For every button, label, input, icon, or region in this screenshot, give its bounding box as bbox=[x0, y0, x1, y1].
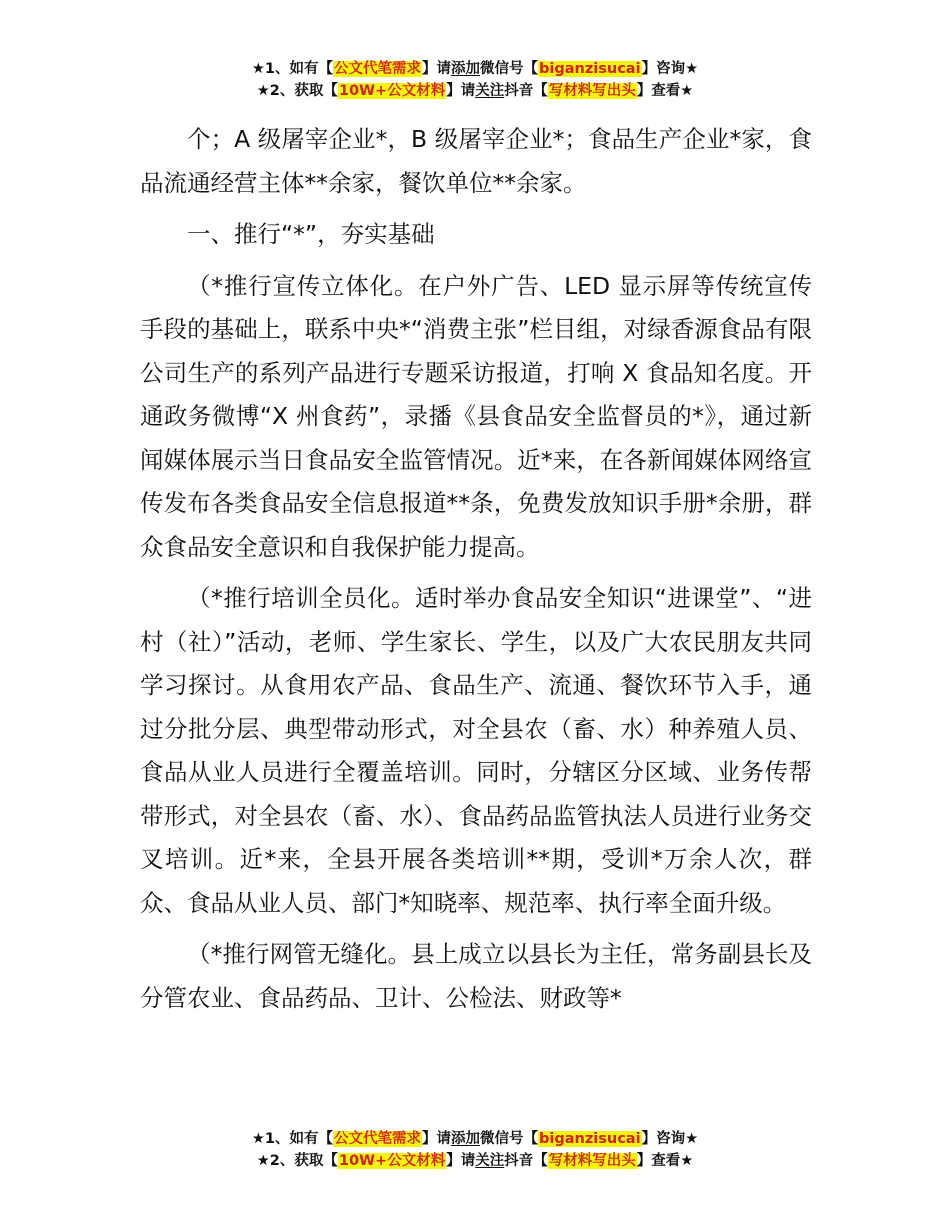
banner-line-2: ★2、获取【10W+公文材料】请关注抖音【写材料写出头】查看★ bbox=[256, 83, 694, 99]
highlight-douyin: 写材料写出头 bbox=[548, 83, 636, 99]
footer-banner bbox=[0, 1128, 950, 1172]
banner-line-2: ★2、获取【10W+公文材料】请关注抖音【写材料写出头】查看★ bbox=[256, 1153, 694, 1169]
emphasis-add: 添加 bbox=[451, 61, 481, 77]
highlight-materials: 10W+公文材料 bbox=[338, 83, 446, 99]
highlight-wechat-id: biganzisucai bbox=[539, 1131, 641, 1147]
header-banner bbox=[0, 58, 950, 102]
highlight-service: 公文代笔需求 bbox=[334, 61, 422, 77]
paragraph-network: （*推行网管无缝化。县上成立以县长为主任，常务副县长及分管农业、食品药品、卫计、公检法、财政等* bbox=[140, 940, 812, 1012]
emphasis-add: 添加 bbox=[451, 1131, 481, 1147]
banner-line-1: ★1、如有【公文代笔需求】请添加微信号【biganzisucai】咨询★ bbox=[251, 1131, 699, 1147]
highlight-wechat-id: biganzisucai bbox=[539, 61, 641, 77]
highlight-materials: 10W+公文材料 bbox=[338, 1153, 446, 1169]
highlight-douyin: 写材料写出头 bbox=[548, 1153, 636, 1169]
banner-line-1: ★1、如有【公文代笔需求】请添加微信号【biganzisucai】咨询★ bbox=[251, 61, 699, 77]
highlight-service: 公文代笔需求 bbox=[334, 1131, 422, 1147]
paragraph-publicity: （*推行宣传立体化。在户外广告、LED 显示屏等传统宣传手段的基础上，联系中央*“消费主张”栏目组，对绿香源食品有限公司生产的系列产品进行专题采访报道，打响 X 食品知名度。开通政务微博“X 州食药”，录播《县食品安全监督员的*》，通过新闻媒体展示当日食品安全监管情况。近*来，在各新闻媒体网络宣传发布各类食品安全信息报道**条，免费发放知识手册*余册，群众食品安全意识和自我保护能力提高。 bbox=[140, 271, 812, 561]
emphasis-follow: 关注 bbox=[475, 1153, 505, 1169]
emphasis-follow: 关注 bbox=[475, 83, 505, 99]
section-heading: 一、推行“*”，夯实基础 bbox=[187, 220, 435, 248]
document-body bbox=[140, 118, 812, 1028]
paragraph-continued: 个；A 级屠宰企业*，B 级屠宰企业*；食品生产企业*家，食品流通经营主体**余家，餐饮单位**余家。 bbox=[140, 125, 812, 197]
paragraph-training: （*推行培训全员化。适时举办食品安全知识“进课堂”、“进村（社）”活动，老师、学生家长、学生，以及广大农民朋友共同学习探讨。从食用农产品、食品生产、流通、餐饮环节入手，通过分批分层、典型带动形式，对全县农（畜、水）种养殖人员、食品从业人员进行全覆盖培训。同时，分辖区分区域、业务传帮带形式，对全县农（畜、水）、食品药品监管执法人员进行业务交叉培训。近*来，全县开展各类培训**期，受训*万余人次，群众、食品从业人员、部门*知晓率、规范率、执行率全面升级。 bbox=[140, 584, 812, 917]
